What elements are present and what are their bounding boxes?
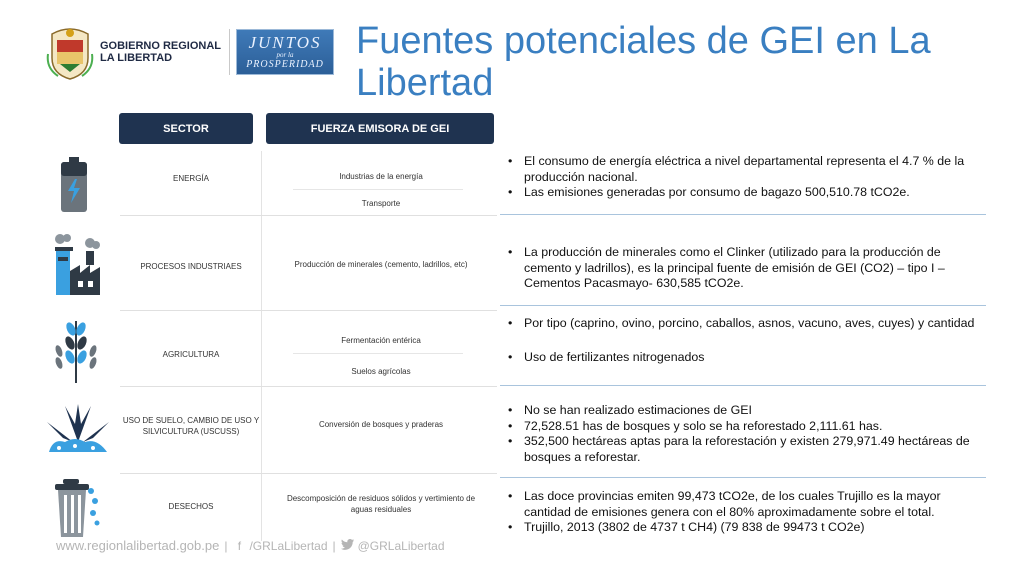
website-link[interactable]: www.regionlalibertad.gob.pe	[56, 538, 220, 553]
juntos-prosperidad: PROSPERIDAD	[246, 59, 324, 70]
row-divider	[120, 310, 497, 311]
regional-crest-logo	[46, 24, 94, 80]
sector-table	[25, 107, 497, 542]
logo-line-1: GOBIERNO REGIONAL	[100, 40, 222, 52]
row-divider	[120, 215, 497, 216]
sector-energia: ENERGÍA	[172, 174, 209, 183]
source-conversion-bosques: Conversión de bosques y praderas	[318, 420, 444, 429]
bullet-item: • Por tipo (caprino, ovino, porcino, caballos, asnos, vacuno, aves, cuyes) y cantidad	[508, 316, 978, 332]
bullet-item: • 352,500 hectáreas aptas para la reforestación y existen 279,971.49 hectáreas de bosques a reforestar.	[508, 434, 978, 465]
trash-bin-icon	[53, 477, 103, 544]
twitter-icon	[341, 539, 355, 553]
bullets-procesos	[508, 245, 978, 292]
logo-divider	[229, 29, 230, 75]
page-title: Fuentes potenciales de GEI en La Libertad	[356, 20, 931, 104]
sub-divider	[293, 189, 463, 190]
bullet-item: • Trujillo, 2013 (3802 de 4737 t CH4) (79 838 de 99473 t CO2e)	[508, 520, 978, 536]
section-separator	[500, 305, 986, 306]
bullet-item: • Uso de fertilizantes nitrogenados	[508, 350, 978, 366]
bullets-energia	[508, 154, 978, 201]
footer-divider: |	[332, 538, 336, 553]
column-divider	[261, 151, 262, 541]
bullet-item: • No se han realizado estimaciones de GEI	[508, 403, 978, 419]
table-header-sector: SECTOR	[119, 113, 253, 144]
bullet-item: • Las doce provincias emiten 99,473 tCO2e, de los cuales Trujillo es la mayor cantidad de emisiones genera con el 80% aproximadamente sobre el total.	[508, 489, 978, 520]
sector-desechos: DESECHOS	[168, 502, 214, 511]
logo-block	[46, 24, 334, 80]
bullets-uscuss	[508, 403, 978, 465]
bullets-desechos	[508, 489, 978, 536]
source-fermentacion-enterica: Fermentación entérica	[341, 336, 421, 345]
source-residuos-solidos: Descomposición de residuos sólidos y vertimiento de aguas residuales	[286, 494, 476, 514]
source-suelos-agricolas: Suelos agrícolas	[351, 367, 411, 376]
juntos-prosperidad-logo	[236, 29, 334, 75]
footer-divider: |	[224, 538, 228, 553]
wheat-icon	[53, 317, 99, 388]
footer	[56, 538, 445, 553]
source-transporte: Transporte	[361, 199, 401, 208]
sub-divider	[293, 353, 463, 354]
facebook-icon: f	[237, 538, 242, 553]
row-divider	[120, 386, 497, 387]
juntos-word: JUNTOS	[248, 33, 322, 52]
section-separator	[500, 214, 986, 215]
factory-icon	[50, 233, 102, 302]
battery-icon	[59, 157, 89, 218]
sector-uscuss: USO DE SUELO, CAMBIO DE USO Y SILVICULTURA (USCUSS)	[122, 416, 260, 436]
bullet-item: • La producción de minerales como el Clinker (utilizado para la producción de cemento y ladrillos), es la principal fuente de emisión de GEI (CO2) – tipo I – Cementos Pacasmayo- 630,585 tCO2e.	[508, 245, 978, 292]
logo-line-2: LA LIBERTAD	[100, 52, 173, 64]
plant-icon	[45, 402, 111, 459]
bullet-item: • El consumo de energía eléctrica a nivel departamental representa el 4.7 % de la producción nacional.	[508, 154, 978, 185]
sector-agricultura: AGRICULTURA	[162, 350, 220, 359]
bullet-item: • Las emisiones generadas por consumo de bagazo 500,510.78 tCO2e.	[508, 185, 978, 201]
section-separator	[500, 477, 986, 478]
regional-government-name	[100, 40, 221, 64]
source-industrias-energia: Industrias de la energía	[339, 172, 423, 181]
juntos-por-la: por la	[276, 51, 294, 59]
facebook-handle[interactable]: /GRLaLibertad	[249, 538, 328, 553]
twitter-handle[interactable]: @GRLaLibertad	[357, 538, 445, 553]
bullets-agricultura	[508, 316, 978, 365]
source-produccion-minerales: Producción de minerales (cemento, ladrillos, etc)	[294, 260, 468, 269]
section-separator	[500, 385, 986, 386]
row-divider	[120, 473, 497, 474]
sector-procesos-industriales: PROCESOS INDUSTRIAES	[140, 262, 242, 271]
bullet-item: • 72,528.51 has de bosques y solo se ha reforestado 2,111.61 has.	[508, 419, 978, 435]
table-header-fuerza: FUERZA EMISORA DE GEI	[266, 113, 494, 144]
